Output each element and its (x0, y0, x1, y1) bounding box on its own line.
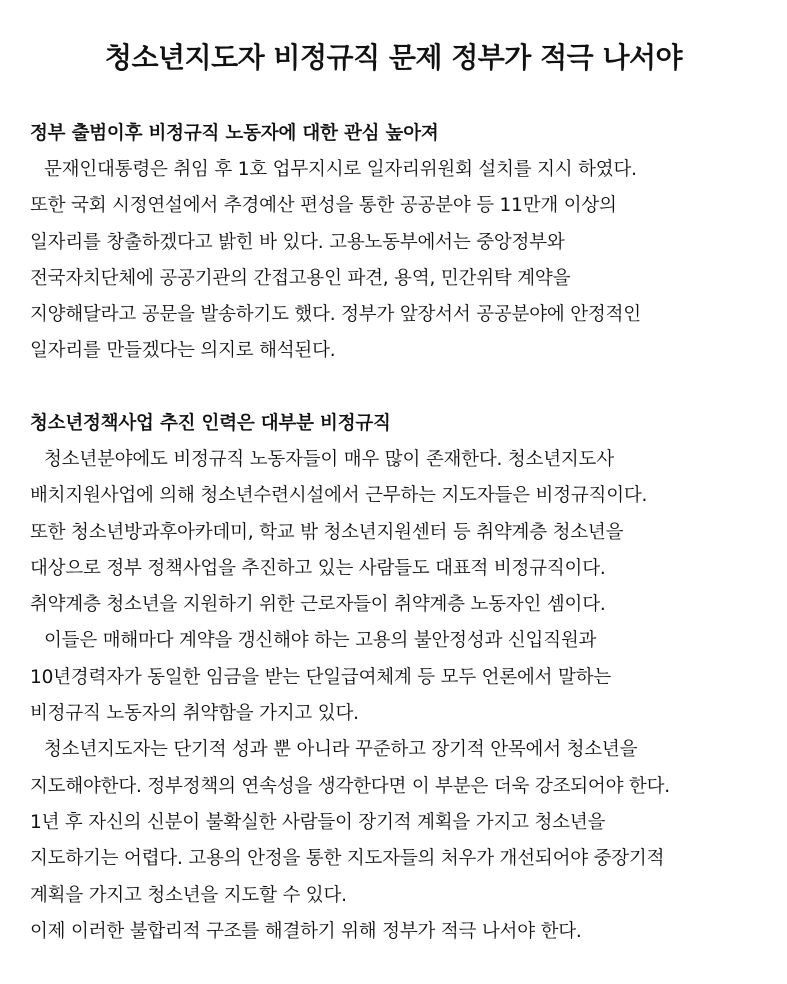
paragraph-line: 청소년분야에도 비정규직 노동자들이 매우 많이 존재한다. 청소년지도사 (44, 449, 614, 470)
paragraph-line: 취약계층 청소년을 지원하기 위한 근로자들이 취약계층 노동자인 셈이다. (30, 594, 606, 616)
paragraph-line: 대상으로 정부 정책사업을 추진하고 있는 사람들도 대표적 비정규직이다. (30, 557, 606, 579)
paragraph-line: 지양해달라고 공문을 발송하기도 했다. 정부가 앞장서서 공공분야에 안정적인 (30, 304, 641, 326)
paragraph-line: 지도해야한다. 정부정책의 연속성을 생각한다면 이 부분은 더욱 강조되어야 한다. (30, 775, 670, 797)
paragraph-line: 1년 후 자신의 신분이 불확실한 사람들이 장기적 계획을 가지고 청소년을 (30, 811, 606, 833)
paragraph-line: 지도하기는 어렵다. 고용의 안정을 통한 지도자들의 처우가 개선되어야 중장기적 (30, 848, 665, 870)
paragraph-line: 또한 청소년방과후아카데미, 학교 밖 청소년지원센터 등 취약계층 청소년을 (30, 521, 624, 543)
paragraph-line: 이들은 매해마다 계약을 갱신해야 하는 고용의 불안정성과 신입직원과 (44, 630, 597, 652)
paragraph-line: 일자리를 창출하겠다고 밝힌 바 있다. 고용노동부에서는 중앙정부와 (30, 231, 565, 253)
section-youth-policy-workers (30, 406, 787, 950)
paragraph-line: 일자리를 만들겠다는 의지로 해석된다. (30, 340, 336, 362)
paragraph-line: 전국자치단체에 공공기관의 간접고용인 파견, 용역, 민간위탁 계약을 (30, 267, 571, 289)
article-title: 청소년지도자 비정규직 문제 정부가 적극 나서야 (104, 41, 683, 74)
paragraph-line: 10년경력자가 동일한 임금을 받는 단일급여체계 등 모두 언론에서 말하는 (30, 666, 612, 688)
section-heading: 청소년정책사업 추진 인력은 대부분 비정규직 (30, 413, 391, 434)
section-government-interest (30, 116, 787, 370)
paragraph-line: 문재인대통령은 취임 후 1호 업무지시로 일자리위원회 설치를 지시 하였다. (44, 159, 637, 180)
paragraph-line: 또한 국회 시정연설에서 추경예산 편성을 통한 공공분야 등 11만개 이상의 (30, 195, 617, 217)
paragraph-line: 청소년지도자는 단기적 성과 뿐 아니라 꾸준하고 장기적 안목에서 청소년을 (44, 739, 638, 761)
paragraph-line: 계획을 가지고 청소년을 지도할 수 있다. (30, 884, 347, 906)
paragraph-line: 배치지원사업에 의해 청소년수련시설에서 근무하는 지도자들은 비정규직이다. (30, 485, 648, 507)
section-heading: 정부 출범이후 비정규직 노동자에 대한 관심 높아져 (30, 123, 439, 144)
paragraph-line: 비정규직 노동자의 취약함을 가지고 있다. (30, 703, 359, 725)
paragraph-line: 이제 이러한 불합리적 구조를 해결하기 위해 정부가 적극 나서야 한다. (30, 920, 582, 942)
